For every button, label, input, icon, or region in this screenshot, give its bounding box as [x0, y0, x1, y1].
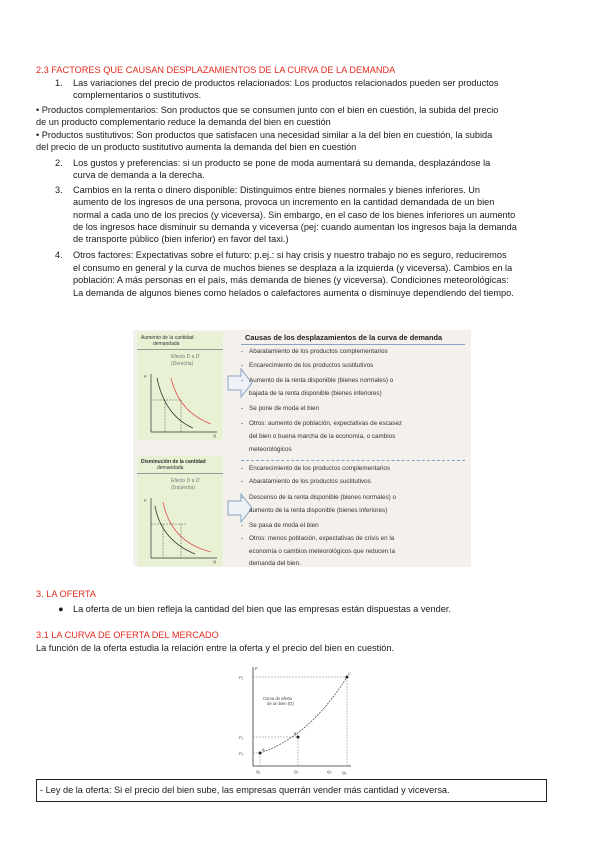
- divider: [241, 460, 465, 461]
- bullet-item: - Aumento de la renta disponible (bienes normales) o: [241, 377, 394, 384]
- demand-increase-graph: [141, 370, 221, 438]
- panel-note: (Izquierda): [171, 485, 195, 491]
- figure-title: Causas de los desplazamientos de la curva de demanda: [245, 333, 443, 342]
- list-item-text: Otros factores: Expectativas sobre el futuro: p.ej.: si hay crisis y nuestro trabajo no es seguro, reduciremos: [73, 250, 507, 260]
- list-item-text: Cambios en la renta o dinero disponible: Distinguimos entre bienes normales y bienes inferiores. Un: [73, 185, 481, 195]
- list-item-text: de los ingresos hace disminuir su demanda y viceversa (pej: cuando aumentan los ingresos baja la demanda: [73, 222, 517, 232]
- tick-label: Q₃: [327, 769, 332, 774]
- curva-title: 3.1 LA CURVA DE OFERTA DEL MERCADO: [36, 630, 219, 640]
- axis-label-q: Q: [213, 433, 217, 438]
- supply-curve-graph: [231, 665, 355, 779]
- oferta-definition: La oferta de un bien refleja la cantidad del bien que las empresas están dispuestas a vender.: [73, 604, 451, 614]
- tick-label: P₂: [239, 735, 244, 740]
- section-title: 2.3 FACTORES QUE CAUSAN DESPLAZAMIENTOS DE LA CURVA DE LA DEMANDA: [36, 65, 396, 75]
- demand-decrease-panel: [137, 456, 223, 566]
- bullet-item: - Abaratamiento de los productos sustitutivos: [241, 478, 371, 485]
- bullet-item-cont: demanda del bien.: [249, 560, 301, 567]
- list-number: 1.: [55, 78, 63, 88]
- curva-text: La función de la oferta estudia la relación entre la oferta y el precio del bien en cuestión.: [36, 643, 395, 653]
- list-item-text: normal a cada uno de los precios (y viceversa). Sin embargo, en el caso de los bienes inferiores un aumento: [73, 210, 516, 220]
- point-label: C: [348, 671, 351, 676]
- list-number: 4.: [55, 250, 63, 260]
- list-item-text: población: A más personas en el país, más demanda de bienes (y viceversa). Condiciones meteorológicas:: [73, 275, 509, 285]
- panel-title: Disminución de la cantidad: [141, 459, 206, 465]
- bullet-item: - Se pone de moda el bien: [241, 405, 320, 412]
- point-label: A: [262, 747, 265, 752]
- divider: [137, 473, 223, 474]
- paragraph-line: • Productos complementarios: Son productos que se consumen junto con el bien en cuestión, la subida del precio: [36, 105, 499, 115]
- divider: [241, 344, 465, 345]
- axis-label-q: Q: [213, 559, 217, 564]
- list-item-text: Los gustos y preferencias: si un producto se pone de moda aumentará su demanda, desplazándose la: [73, 158, 491, 168]
- bullet-item-cont: bajada de la renta disponible (bienes inferiores): [249, 390, 382, 397]
- axis-label-q: Qₒ: [342, 770, 347, 775]
- panel-title: demandada: [153, 341, 180, 347]
- list-item-text: aumento de los ingresos de una persona, provoca un incremento en la cantidad demandada de un bien: [73, 197, 495, 207]
- bullet-item-cont: economía o cambios meteorológicos que reducen la: [249, 548, 395, 555]
- paragraph-line: del precio de un producto sustitutivo aumenta la demanda del bien en cuestión: [36, 142, 357, 152]
- tick-label: P₁: [239, 675, 244, 680]
- panel-title: demandada: [157, 465, 184, 471]
- bullet-item: - Encarecimiento de los productos complementarios: [241, 465, 391, 472]
- bullet-item: - Encarecimiento de los productos sustitutivos: [241, 362, 374, 369]
- tick-label: Q₂: [294, 769, 299, 774]
- list-item-text: curva de demanda a la derecha.: [73, 170, 205, 180]
- demand-increase-panel: [137, 332, 223, 440]
- tick-label: P₃: [239, 751, 244, 756]
- ley-oferta-text: - Ley de la oferta: Si el precio del bien sube, las empresas querrán vender más cantidad y viceversa.: [40, 785, 450, 795]
- list-item-text: de transporte público (bien inferior) en favor del taxi.): [73, 234, 289, 244]
- paragraph-line: de un producto complementario reduce la demanda del bien en cuestión: [36, 117, 331, 127]
- axis-label-p: P: [255, 666, 258, 671]
- axis-label-p: P: [144, 374, 147, 379]
- bullet-item: - Se pasa de moda el bien: [241, 522, 319, 529]
- axis-label-p: P: [144, 498, 147, 503]
- panel-note: Efecto D a D': [171, 354, 201, 360]
- panel-title: Aumento de la cantidad: [141, 335, 194, 341]
- curve-label: Curva de oferta: [263, 696, 292, 701]
- list-number: 3.: [55, 185, 63, 195]
- demand-shift-figure: [133, 330, 471, 567]
- bullet-item: - Otros: menos población, expectativas de crisis en la: [241, 535, 395, 542]
- list-item-text: complementarios o sustitutivos.: [73, 90, 202, 100]
- curve-label: de un bien (O): [267, 701, 294, 706]
- bullet-item: - Descenso de la renta disponible (bienes normales) o: [241, 494, 397, 501]
- demand-decrease-graph: [141, 494, 221, 564]
- list-number: 2.: [55, 158, 63, 168]
- divider: [137, 349, 223, 350]
- oferta-title: 3. LA OFERTA: [36, 589, 96, 599]
- panel-note: (Derecha): [171, 361, 194, 367]
- panel-note: Efecto D a D': [171, 478, 201, 484]
- point-label: B: [294, 731, 297, 736]
- bullet-item-cont: aumento de la renta disponible (bienes inferiores): [249, 507, 388, 514]
- ley-oferta-box: [36, 779, 547, 802]
- list-item-text: Las variaciones del precio de productos relacionados: Los productos relacionados pueden ser productos: [73, 78, 499, 88]
- bullet-item-cont: meteorológicos: [249, 446, 292, 453]
- list-item-text: La demanda de algunos bienes como helados o calefactores aumenta o disminuye dependiendo del tiempo.: [73, 288, 514, 298]
- bullet-item: - Otros: aumento de población, expectativas de escasez: [241, 420, 402, 427]
- list-item-text: el consumo en general y la curva de muchos bienes se desplaza a la izquierda (y viceversa). Cambios en la: [73, 263, 513, 273]
- tick-label: Q₁: [256, 769, 261, 774]
- bullet-item: - Abaratamiento de los productos complementarios: [241, 348, 388, 355]
- bullet-item-cont: del bien o buena marcha de la economía, o cambios: [249, 433, 396, 440]
- bullet-dot: ●: [58, 604, 64, 614]
- paragraph-line: • Productos sustitutivos: Son productos que satisfacen una necesidad similar a la del bien en cuestión, la subida: [36, 130, 493, 140]
